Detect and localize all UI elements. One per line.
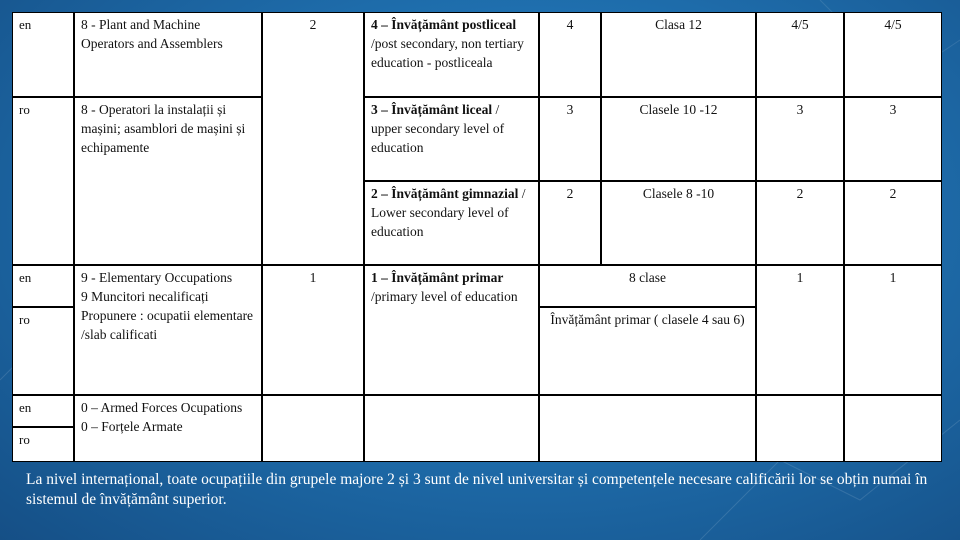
empty-cell <box>364 395 539 462</box>
class-cell: Clasa 12 <box>601 12 756 97</box>
class-cell: Clasele 8 -10 <box>601 181 756 265</box>
value-cell: 2 <box>756 181 844 265</box>
class-cell: Învățământ primar ( clasele 4 sau 6) <box>539 307 756 395</box>
lang-cell: ro <box>12 307 74 395</box>
education-cell: 2 – Învățământ gimnazial / Lower secondary level of education <box>364 181 539 265</box>
value-cell: 3 <box>844 97 942 181</box>
value-cell: 4/5 <box>844 12 942 97</box>
lang-cell: en <box>12 265 74 307</box>
occupation-cell: 8 - Operatori la instalații și mașini; asamblori de mașini și echipamente <box>74 97 262 265</box>
isced-cell: 3 <box>539 97 601 181</box>
skill-level-cell: 2 <box>262 12 364 265</box>
empty-cell <box>262 395 364 462</box>
education-cell: 3 – Învățământ liceal / upper secondary level of education <box>364 97 539 181</box>
occupation-cell: 8 - Plant and Machine Operators and Assemblers <box>74 12 262 97</box>
footnote-text: La nivel internațional, toate ocupațiile din grupele majore 2 și 3 sunt de nivel universitar și competențele necesare calificării lor se obțin numai în sistemul de învățământ superior. <box>26 471 928 508</box>
lang-cell: en <box>12 395 74 427</box>
skill-level-cell: 1 <box>262 265 364 395</box>
education-cell: 1 – Învățământ primar /primary level of education <box>364 265 539 395</box>
value-cell: 1 <box>756 265 844 395</box>
lang-cell: en <box>12 12 74 97</box>
value-cell: 3 <box>756 97 844 181</box>
empty-cell <box>756 395 844 462</box>
empty-cell <box>539 395 756 462</box>
class-cell: 8 clase <box>539 265 756 307</box>
occupation-cell: 0 – Armed Forces Ocupations 0 – Forțele Armate <box>74 395 262 462</box>
lang-cell: ro <box>12 97 74 265</box>
class-cell: Clasele 10 -12 <box>601 97 756 181</box>
education-cell: 4 – Învățământ postliceal /post secondary, non tertiary education - postliceala <box>364 12 539 97</box>
empty-cell <box>844 395 942 462</box>
lang-cell: ro <box>12 427 74 462</box>
value-cell: 4/5 <box>756 12 844 97</box>
value-cell: 1 <box>844 265 942 395</box>
isced-cell: 4 <box>539 12 601 97</box>
value-cell: 2 <box>844 181 942 265</box>
occupation-cell: 9 - Elementary Occupations 9 Muncitori necalificați Propunere : ocupatii elementare /slab calificati <box>74 265 262 395</box>
isced-cell: 2 <box>539 181 601 265</box>
occupation-table <box>12 12 942 462</box>
